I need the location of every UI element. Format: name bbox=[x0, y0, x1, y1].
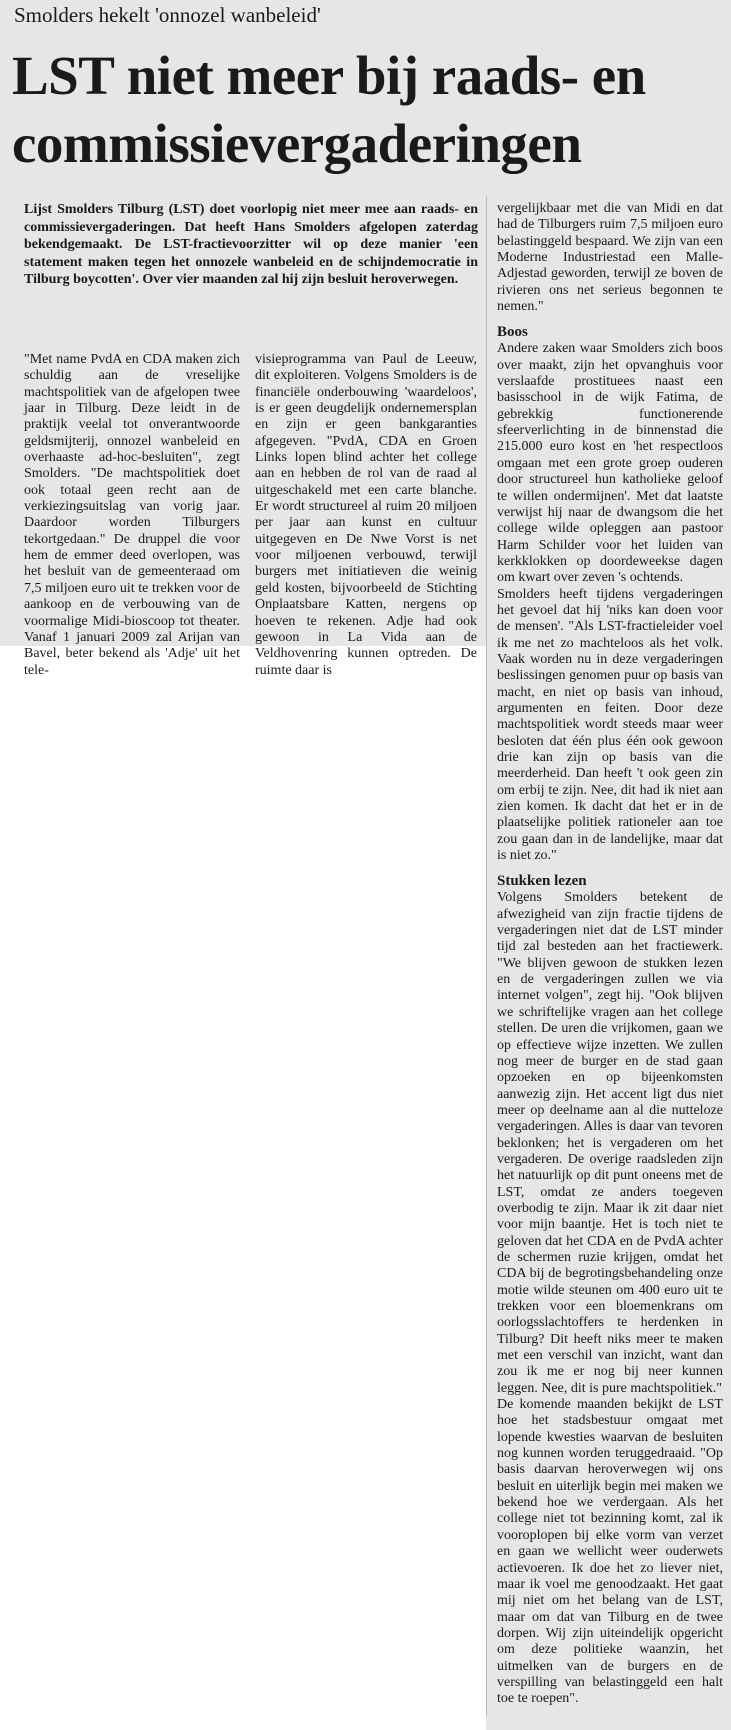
column-3 bbox=[497, 201, 723, 1708]
boos-paragraph-1: Andere zaken waar Smolders zich boos over maakt, zijn het opvanghuis voor verslaafde prostituees naast een basisschool in de wijk Fatima, de gebrekkig functionerende sfeerverlichting in de binnenstad die 215.000 euro kost en 'het respectloos omgaan met een grote groep ouderen door structureel hun katholieke geloof te willen ondermijnen'. Met dat laatste verwijst hij naar de dwangsom die het college wilde opleggen aan pastoor Harm Schilder voor het luiden van kerkklokken op doordeweekse dagen om kwart over zeven 's ochtends. bbox=[497, 341, 723, 586]
column-3-intro: vergelijkbaar met die van Midi en dat had de Tilburgers ruim 7,5 miljoen euro belastinggeld bespaard. We zijn van een Moderne Industriestad een Malle-Adjestad geworden, terwijl ze boven de rivieren ons net serieus begonnen te nemen." bbox=[497, 201, 723, 315]
subheading-boos: Boos bbox=[497, 324, 528, 341]
spacer bbox=[497, 864, 723, 872]
column-1 bbox=[24, 352, 240, 679]
column-1-text: "Met name PvdA en CDA maken zich schuldig aan de vreselijke machtspolitiek van de afgelopen twee jaar in Tilburg. Deze leidt in de praktijk veelal tot onverantwoorde geldsmijterij, onnozel wanbeleid en overhaaste ad-hoc-besluiten", zegt Smolders. "De machtspolitiek doet ook totaal geen recht aan de verkiezingsuitslag van vorig jaar. Daardoor worden Tilburgers tekortgedaan." De druppel die voor hem de emmer deed overlopen, was het besluit van de gemeenteraad om 7,5 miljoen euro uit te trekken voor de aankoop en de verbouwing van de voormalige Midi-bioscoop tot theater. Vanaf 1 januari 2009 zal Arijan van Bavel, beter bekend als 'Adje' uit het tele- bbox=[24, 352, 240, 678]
subheading-stukken-lezen: Stukken lezen bbox=[497, 873, 587, 890]
stukken-paragraph-1: Volgens Smolders betekent de afwezigheid van zijn fractie tijdens de vergaderingen niet dat de LST minder tijd zal besteden aan het fractiewerk. "We blijven gewoon de stukken lezen en de vergaderingen zullen we via internet volgen", zegt hij. "Ook blijven we schriftelijke vragen aan het college stellen. De uren die vrijkomen, gaan we op effectieve wijze inzetten. We zullen nog meer de burger en de stad gaan opzoeken en op bijeenkomsten aanwezig zijn. Het accent ligt dus niet meer op deelname aan al die nutteloze vergaderingen. Alles is daar van tevoren beklonken; het is vergaderen om het vergaderen. De overige raadsleden zijn het natuurlijk op dit punt oneens met de LST, omdat ze anders toegeven overbodig te zijn. Maar ik zit daar niet voor mijn baantje. Het is toch niet te geloven dat het CDA en de PvdA achter de schermen ruzie krijgen, omdat het CDA bij de begrotingsbehandeling onze motie wilde steunen om 400 euro uit te trekken voor een bloemenkrans om oorlogsslachtoffers te herdenken in Tilburg? Dit heeft niks meer te maken met een verschil van inzicht, want dan zou ik me er nog bij neer kunnen leggen. Nee, dit is pure machtspolitiek." bbox=[497, 890, 723, 1396]
boos-paragraph-2: Smolders heeft tijdens vergaderingen het gevoel dat hij 'niks kan doen voor de mensen'. "Als LST-fractieleider voel ik me net zo machteloos als het volk. Vaak worden nu in deze vergaderingen beslissingen genomen puur op basis van macht, en niet op basis van inhoud, argumenten en feiten. Door deze machtspolitiek wordt steeds maar weer besloten dat één plus één ook gewoon drie kan zijn op basis van die meerderheid. Dan heeft 't ook geen zin om erbij te zijn. Nee, dit had ik niet aan zien komen. Ik dacht dat het er in de plaatselijke politiek rationeler aan toe zou gaan dan in de landelijke, maar dat is niet zo." bbox=[497, 586, 723, 864]
column-2 bbox=[255, 352, 477, 679]
column-2-text: visieprogramma van Paul de Leeuw, dit exploiteren. Volgens Smolders is de financiële onderbouwing 'waardeloos', is er geen deugdelijk ondernemersplan en zijn er geen bankgaranties afgegeven. "PvdA, CDA en Groen Links lopen blind achter het college aan en hebben de rol van de raad al uitgeschakeld met een carte blanche. Er wordt structureel al ruim 20 miljoen per jaar aan kunst en cultuur uitgegeven en De Nwe Vorst is net voor miljoenen verbouwd, terwijl burgers met initiatieven die weinig geld kosten, bijvoorbeeld de Stichting Onplaatsbare Katten, nergens op hoeven te rekenen. Adje had ook gewoon in La Vida aan de Veldhovenring kunnen optreden. De ruimte daar is bbox=[255, 352, 477, 678]
stukken-paragraph-2: De komende maanden bekijkt de LST hoe het stadsbestuur omgaat met lopende kwesties waarvan de besluiten nog kunnen worden teruggedraaid. "Op basis daarvan heroverwegen wij ons besluit en uiterlijk begin mei maken we bekend hoe we verdergaan. Als het college niet tot bezinning komt, zal ik vooroplopen bij elke vorm van verzet en gaan we wellicht weer ouderwets actievoeren. Ik doe het zo liever niet, maar ik voel me genoodzaakt. Het gaat mij niet om het belang van de LST, maar om dat van Tilburg en de twee dorpen. Wij zijn uiteindelijk opgericht om deze politieke waanzin, het uitmelken van de burgers en de verspilling van belastinggeld een halt toe te roepen". bbox=[497, 1397, 723, 1707]
column-divider bbox=[486, 196, 487, 1716]
article-kicker: Smolders hekelt 'onnozel wanbeleid' bbox=[14, 3, 321, 27]
article-lead: Lijst Smolders Tilburg (LST) doet voorlopig niet meer mee aan raads- en commissievergaderingen. Dat heeft Hans Smolders afgelopen zaterdag bekendgemaakt. De LST-fractievoorzitter wil op deze manier 'een statement maken tegen het onnozele wanbeleid en de schijndemocratie in Tilburg boycotten'. Over vier maanden zal hij zijn besluit heroverwegen. bbox=[24, 202, 478, 288]
spacer bbox=[497, 315, 723, 323]
article-headline: LST niet meer bij raads- en commissievergaderingen bbox=[12, 45, 646, 174]
